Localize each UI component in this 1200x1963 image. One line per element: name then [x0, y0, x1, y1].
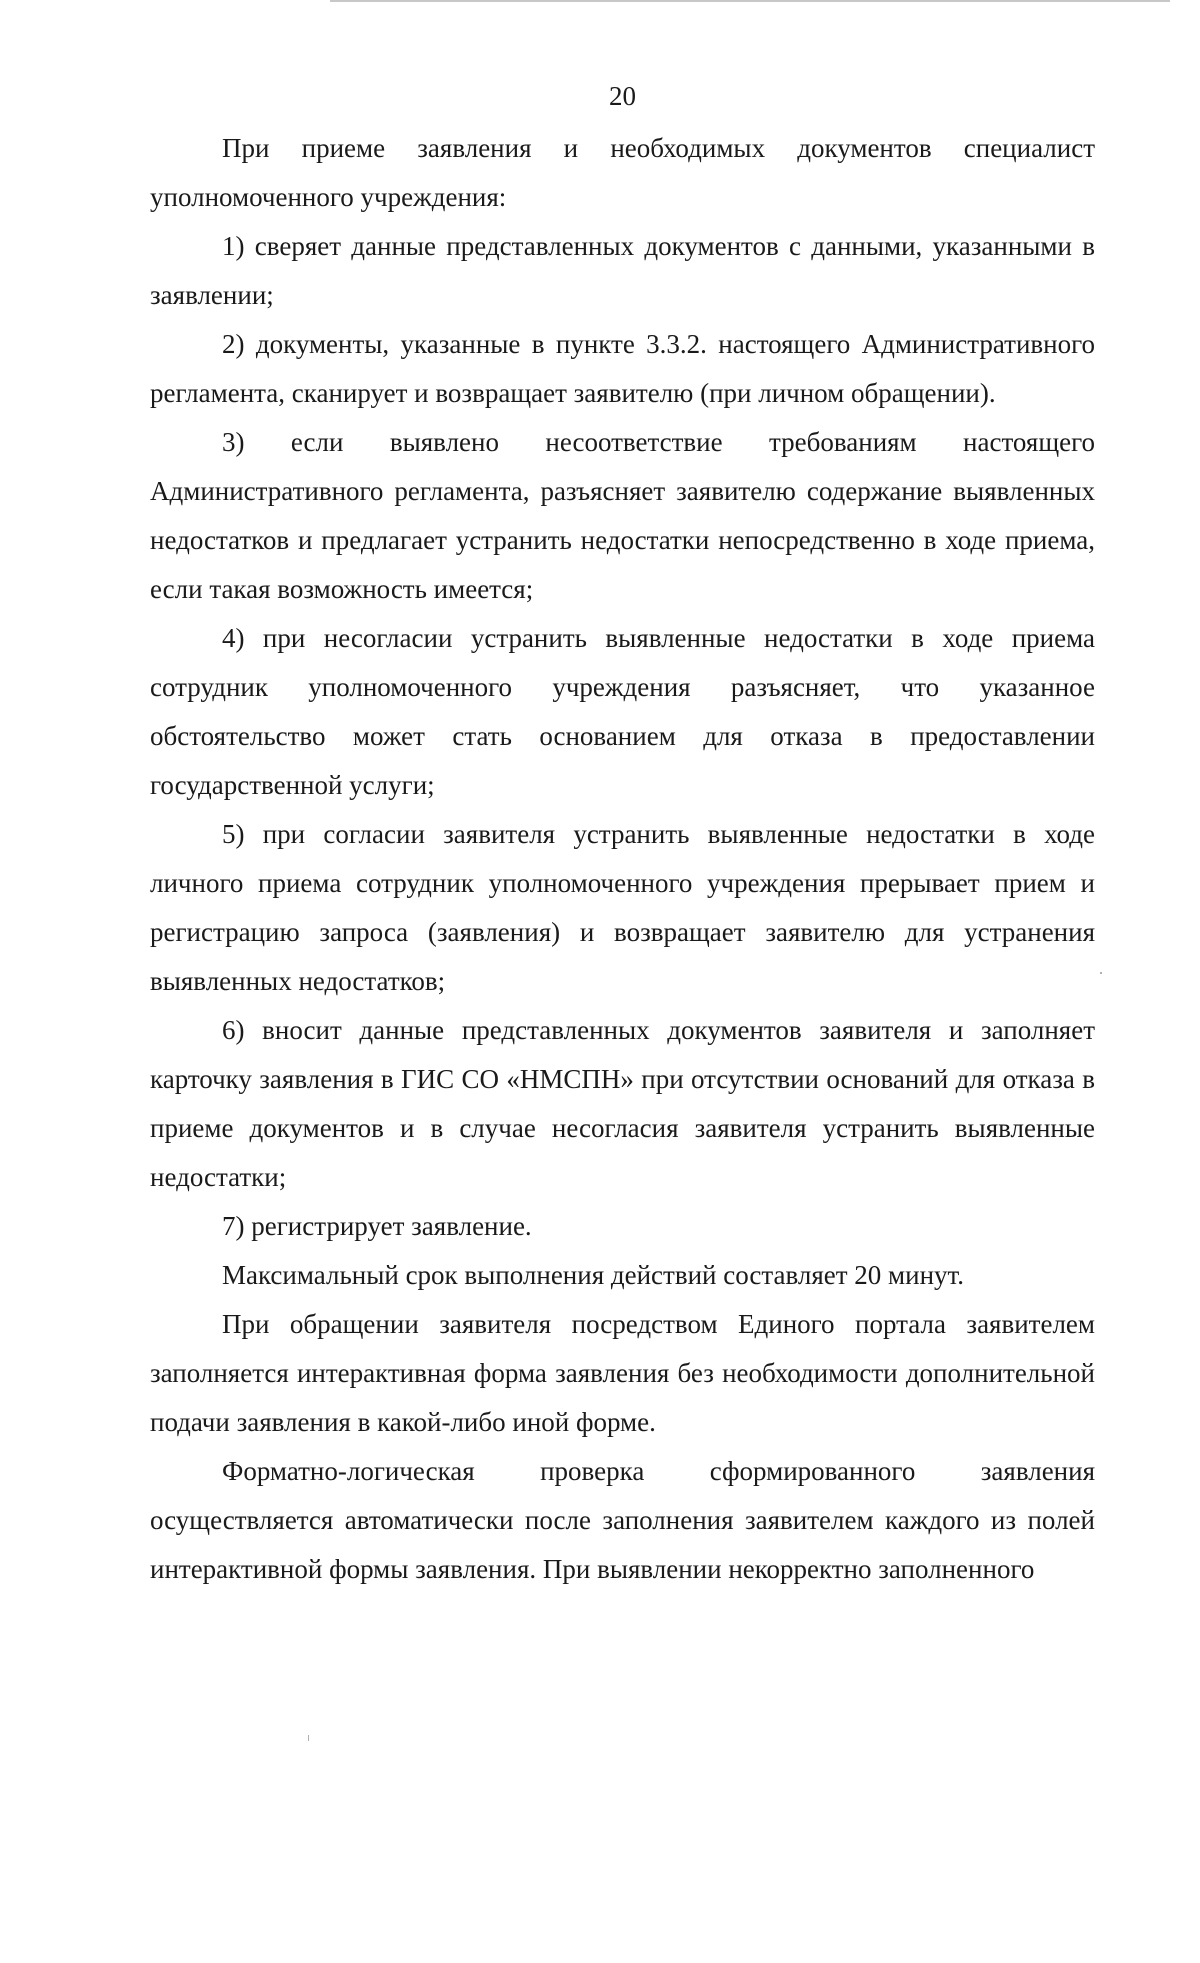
paragraph-item-4: 4) при несогласии устранить выявленные недостатки в ходе приема сотрудник уполномоченного учреждения разъясняет, что указанное обстоятельство может стать основанием для отказа в предоставлении государственной услуги;: [150, 623, 1095, 800]
paragraph-item-5: 5) при согласии заявителя устранить выявленные недостатки в ходе личного приема сотрудник уполномоченного учреждения прерывает прием и регистрацию запроса (заявления) и возвращает заявителю для устранения выявленных недостатков;: [150, 819, 1095, 996]
paragraph-max-time: Максимальный срок выполнения действий составляет 20 минут.: [222, 1260, 965, 1290]
document-page: [150, 76, 1095, 1594]
paragraph-item-7: 7) регистрирует заявление.: [222, 1211, 532, 1241]
paragraph-intro: При приеме заявления и необходимых документов специалист уполномоченного учреждения:: [150, 133, 1095, 212]
paragraph-item-6: 6) вносит данные представленных документов заявителя и заполняет карточку заявления в ГИС СО «НМСПН» при отсутствии оснований для отказа в приеме документов и в случае несогласия заявителя устранить выявленные недостатки;: [150, 1015, 1095, 1192]
paragraph-item-1: 1) сверяет данные представленных документов с данными, указанными в заявлении;: [150, 231, 1095, 310]
paragraph-format-check: Форматно-логическая проверка сформированного заявления осуществляется автоматически после заполнения заявителем каждого из полей интерактивной формы заявления. При выявлении некорректно заполненного: [150, 1456, 1095, 1584]
scan-speck: [1100, 972, 1102, 974]
paragraph-item-3: 3) если выявлено несоответствие требованиям настоящего Административного регламента, разъясняет заявителю содержание выявленных недостатков и предлагает устранить недостатки непосредственно в ходе приема, если такая возможность имеется;: [150, 427, 1095, 604]
scan-top-edge-line: [330, 0, 1170, 2]
paragraph-portal: При обращении заявителя посредством Единого портала заявителем заполняется интерактивная форма заявления без необходимости дополнительной подачи заявления в какой-либо иной форме.: [150, 1309, 1095, 1437]
paragraph-item-2: 2) документы, указанные в пункте 3.3.2. настоящего Административного регламента, сканирует и возвращает заявителю (при личном обращении).: [150, 329, 1095, 408]
page-number: 20: [609, 81, 636, 111]
scan-speck: [308, 1735, 309, 1741]
